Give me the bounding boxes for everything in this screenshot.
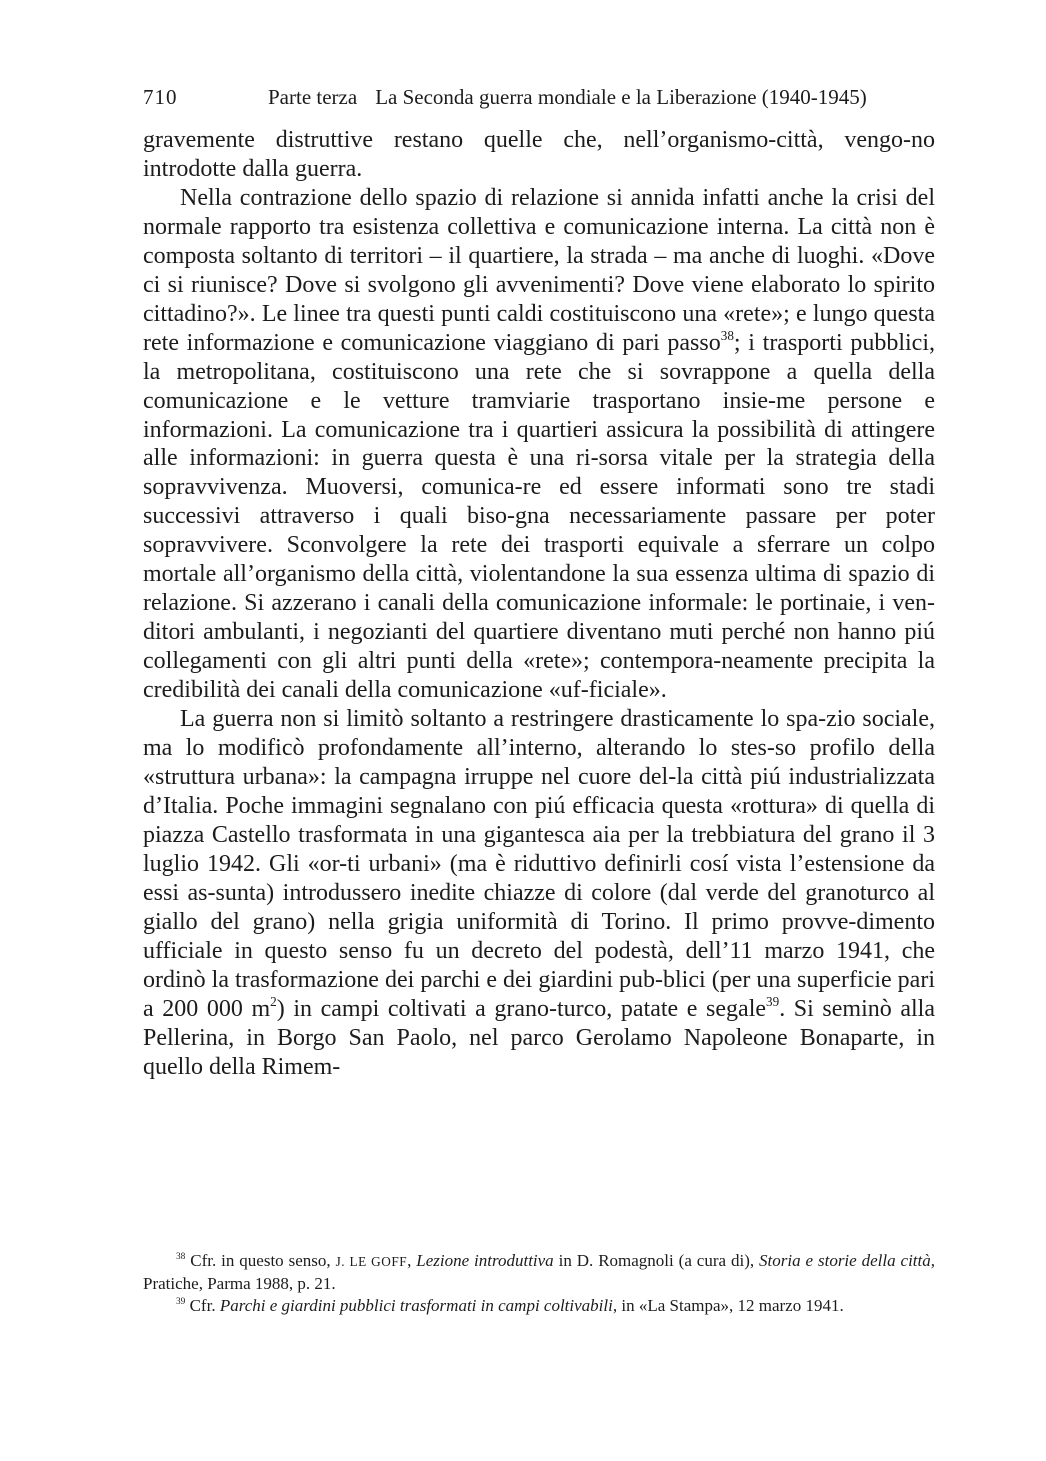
footnote-number: 38 [176,1252,186,1262]
header-part: Parte terza [268,85,358,109]
footnote-ref-38: 38 [720,327,734,343]
footnote-book-title: Storia e storie della città [759,1251,931,1270]
area-exponent: 2 [270,993,277,1009]
footnote-rest: , Pratiche, Parma 1988, p. 21. [143,1251,935,1293]
footnote-prefix: Cfr. in questo senso, [190,1251,331,1270]
running-header [143,82,935,126]
paragraph-3 [143,705,935,1081]
paragraph-text: gravemente distruttive restano quelle che, nell’organismo-città, vengo-no introdotte dalla guerra. [143,127,935,182]
footnote-ref-39: 39 [766,993,780,1009]
footnote-prefix: Cfr. [189,1296,216,1315]
paragraph-text: ; i trasporti pubblici, la metropolitana, costituiscono una rete che si sovrappone a quella della comunicazione e le vetture tramviarie trasportano insie-me persone e informazioni. La comunicazione tra i quartieri assicura la possibilità di attingere alle informazioni: in guerra questa è una ri-sorsa vitale per la strategia della sopravvivenza. Muoversi, comunica-re ed essere informati sono tre stadi successivi attraverso i quali biso-gna necessariamente passare per poter sopravvivere. Sconvolgere la rete dei trasporti equivale a sferrare un colpo mortale all’organismo della città, violentandone la sua essenza ultima di spazio di relazione. Si azzerano i canali della comunicazione informale: le portinaie, i ven-ditori ambulanti, i negozianti del quartiere diventano muti perché non hanno piú collegamenti con gli altri punti della «rete»; contempora-neamente precipita la credibilità dei canali della comunicazione «uf-ficiale». [143,329,935,704]
page-number: 710 [143,85,178,109]
footnote-author: J. LE GOFF [335,1254,408,1269]
footnote-38: $^{38}$ Cfr. in questo senso, J. LE GOFF, Lezione introduttiva in D. Romagnoli (a cura di), Storia e storie della città, Pratiche, Parma 1988, p. 21. [143,1251,935,1293]
paragraph-text: La guerra non si limitò soltanto a restringere drasticamente lo spa-zio sociale, ma lo modificò profondamente all’interno, alterando lo stes-so profilo della «struttura urbana»: la campagna irruppe nel cuore del-la città piú industrializzata d’Italia. Poche immagini segnalano con piú efficacia questa «rottura» di quella di piazza Castello trasformata in una gigantesca aia per la trebbiatura del grano il 3 luglio 1942. Gli «or-ti urbani» (ma è riduttivo definirli cosí vista l’estensione da essi as-sunta) introdussero inedite chiazze di colore (dal verde del granoturco al giallo del grano) nella grigia uniformità di Torino. Il primo provve-dimento ufficiale in questo senso fu un decreto del podestà, dell’11 marzo 1941, che ordinò la trasformazione dei parchi e dei giardini pub-blici (per una superficie pari a 200 000 m [143,706,935,1022]
footnote-rest: , in «La Stampa», 12 marzo 1941. [612,1296,844,1315]
footnote-title: Lezione introduttiva [416,1251,554,1270]
paragraph-text: ) in campi coltivati a grano-turco, patate e segale [276,995,767,1022]
paragraph-text: . Si seminò alla Pellerina, in Borgo San Paolo, nel parco Gerolamo Napoleone Bonaparte, in quello della Rimem- [143,995,935,1080]
header-chapter-title: La Seconda guerra mondiale e la Liberazione (1940-1945) [375,85,867,109]
footnote-middle: in D. Romagnoli (a cura di), [558,1251,755,1270]
body-text [143,126,935,1081]
footnote-title: Parchi e giardini pubblici trasformati in campi coltivabili [219,1296,613,1315]
paragraph-text: Nella contrazione dello spazio di relazione si annida infatti anche la crisi del normale rapporto tra esistenza collettiva e comunicazione interna. La città non è composta soltanto di territori – il quartiere, la strada – ma anche di luoghi. «Dove ci si riunisce? Dove si svolgono gli avvenimenti? Dove viene elaborato lo spirito cittadino?». Le linee tra questi punti caldi costituiscono una «rete»; e lungo questa rete informazione e comunicazione viaggiano di pari passo [143,184,935,356]
footnote-number: 39 [176,1297,186,1307]
page [143,82,935,1081]
footnotes [143,1250,935,1317]
footnote-39 [143,1295,935,1317]
paragraph-2 [143,184,935,705]
paragraph-1 [143,126,935,184]
